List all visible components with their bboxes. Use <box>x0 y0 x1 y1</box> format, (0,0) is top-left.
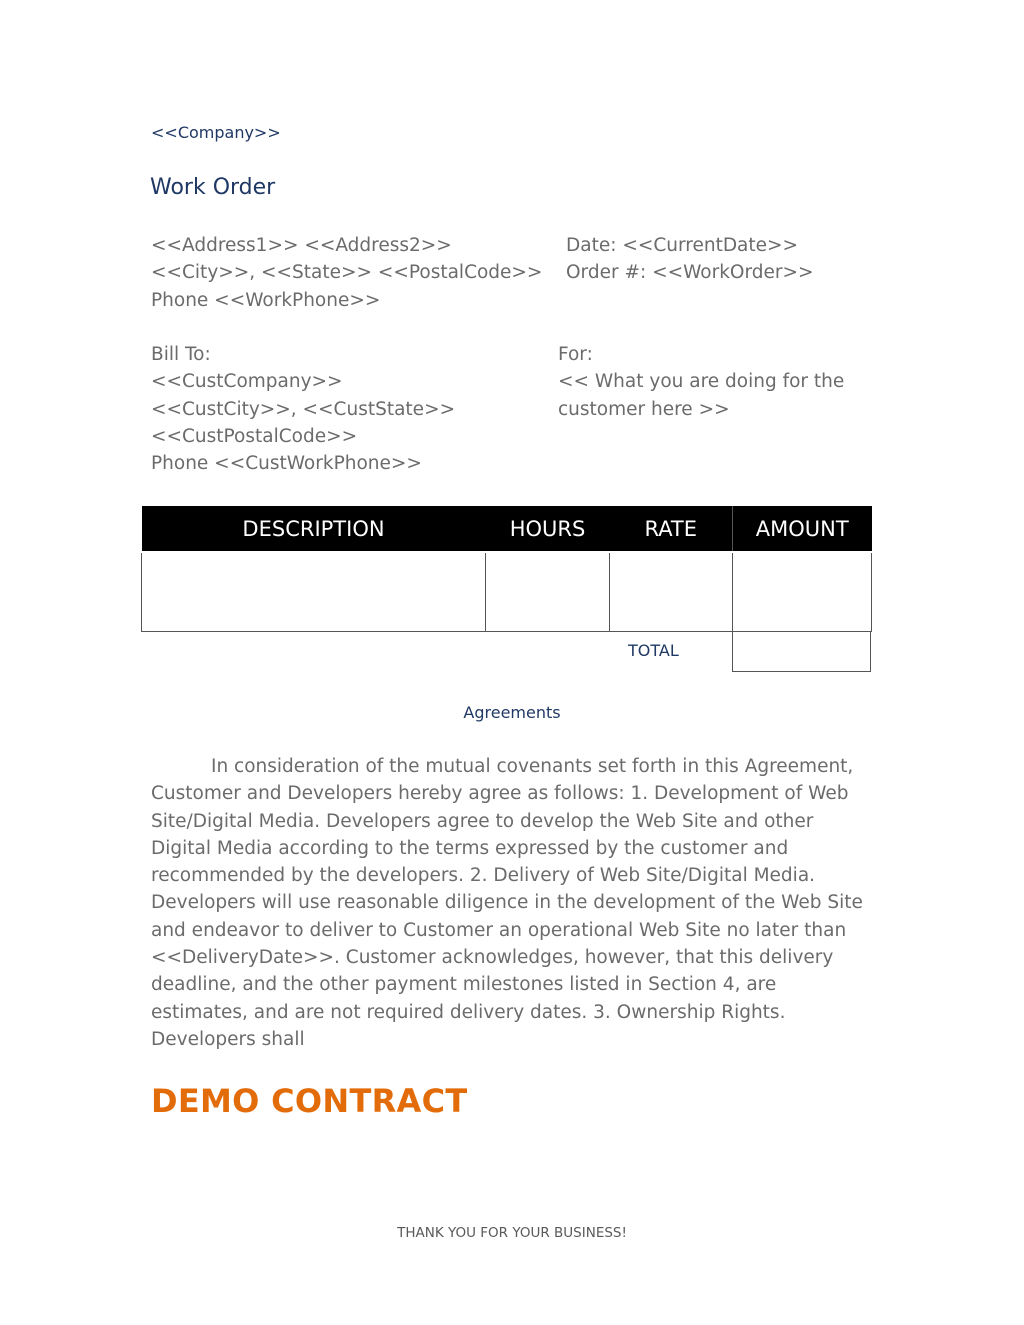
table-header-row <box>142 506 872 552</box>
bill-to-postal: <<CustPostalCode>> <box>151 425 358 447</box>
rate-cell[interactable] <box>610 552 733 632</box>
address-line-1: <<Address1>> <<Address2>> <box>151 235 452 256</box>
address-phone: Phone <<WorkPhone>> <box>151 289 381 311</box>
hours-cell[interactable] <box>486 552 610 632</box>
description-cell[interactable] <box>142 552 486 632</box>
column-header-rate: RATE <box>610 506 733 552</box>
amount-cell[interactable] <box>733 552 872 632</box>
line-items-table <box>141 506 872 632</box>
agreements-heading: Agreements <box>463 703 561 722</box>
footer-thanks: THANK YOU FOR YOUR BUSINESS! <box>397 1225 627 1241</box>
page-title: Work Order <box>150 175 276 200</box>
demo-contract-watermark: DEMO CONTRACT <box>151 1082 468 1120</box>
order-meta <box>566 232 814 287</box>
bill-to-label: Bill To: <box>151 344 211 365</box>
bill-to-company: <<CustCompany>> <box>151 371 343 393</box>
for-label: For: <box>558 344 593 365</box>
agreements-body: In consideration of the mutual covenants set forth in this Agreement, Customer and Developers hereby agree as follows: 1. Development of Web Site/Digital Media. Developers agree to develop the Web Site and other Digital Media according to the terms expressed by the customer and recommended by the developers. 2. Delivery of Web Site/Digital Media. Developers will use reasonable diligence in the development of the Web Site and endeavor to deliver to Customer an operational Web Site no later than <<DeliveryDate>>. Customer acknowledges, however, that this delivery deadline, and the other payment milestones listed in Section 4, are estimates, and are not required delivery dates. 3. Ownership Rights. Developers shall <box>151 756 863 1050</box>
company-name: <<Company>> <box>151 123 281 142</box>
for-line-2: customer here >> <box>558 398 730 420</box>
bill-to-phone: Phone <<CustWorkPhone>> <box>151 453 422 475</box>
bill-to-block <box>151 341 455 477</box>
table-row <box>142 552 872 632</box>
bill-to-city-state: <<CustCity>>, <<CustState>> <box>151 398 456 420</box>
address-line-2: <<City>>, <<State>> <<PostalCode>> <box>151 262 543 284</box>
order-number: Order #: <<WorkOrder>> <box>566 262 814 284</box>
sender-address <box>151 232 542 314</box>
total-label: TOTAL <box>628 641 679 660</box>
order-date: Date: <<CurrentDate>> <box>566 235 799 256</box>
column-header-description: DESCRIPTION <box>142 506 486 552</box>
column-header-amount: AMOUNT <box>733 506 872 552</box>
for-block <box>558 341 844 423</box>
total-amount-cell[interactable] <box>732 632 871 672</box>
for-line-1: << What you are doing for the <box>558 371 845 393</box>
column-header-hours: HOURS <box>486 506 610 552</box>
